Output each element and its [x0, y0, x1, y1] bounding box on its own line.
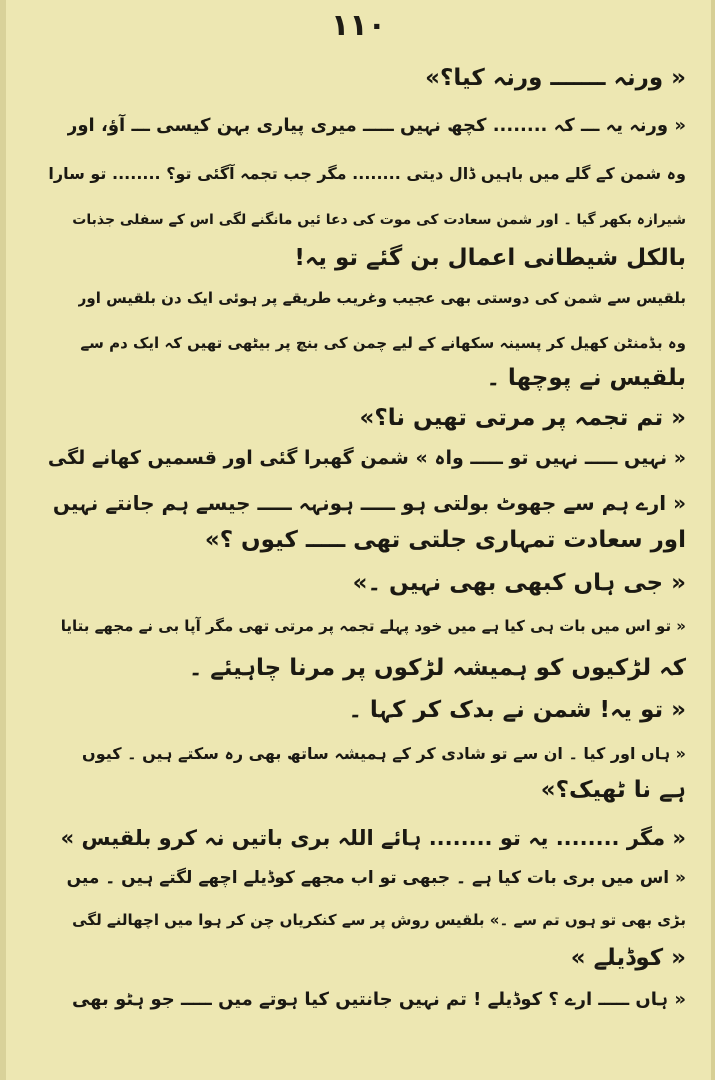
text-line: بڑی بھی تو ہوں تم سے ۔» بلقیس روش پر سے کنکریاں چن کر ہوا میں اچھالنے لگی — [72, 911, 686, 929]
text-line: « ہاں ـــــ ارے ؟ کوڈیلے ! تم نہیں جانتیں کیا ہوتے میں ـــــ جو ہٹو بھی — [71, 989, 686, 1010]
text-line: بالکل شیطانی اعمال بن گئے تو یہ! — [294, 245, 686, 271]
text-line: « تو یہ! شمن نے بدک کر کہا ۔ — [348, 697, 686, 723]
text-line: « مگر ........ یہ تو ........ ہائے اللہ بری باتیں نہ کرو بلقیس » — [60, 826, 686, 850]
text-line: « تو اس میں بات ہی کیا ہے میں خود پہلے تجمہ پر مرتی تھی مگر آپا بی نے مجھے بتایا — [60, 617, 686, 635]
text-line: « ورنہ ـــــــ ورنہ کیا؟» — [425, 65, 686, 91]
text-line: « کوڈیلے » — [570, 945, 686, 971]
text-line: بلقیس نے پوچھا ۔ — [486, 365, 686, 391]
text-line: « نہیں ـــــ نہیں تو ـــــ واہ » شمن گھبرا گئی اور قسمیں کھانے لگی — [47, 447, 686, 469]
text-line: اور سعادت تمہاری جلتی تھی ـــــ کیوں ؟» — [204, 527, 686, 553]
page-number: ۱۱۰ — [331, 8, 386, 43]
text-line: « ہاں اور کیا ۔ ان سے تو شادی کر کے ہمیشہ ساتھ بھی رہ سکتے ہیں ۔ کیوں — [82, 744, 686, 763]
text-line: « ارے ہم سے جھوٹ بولتی ہو ـــــ ہونہہ ـــــ جیسے ہم جانتے نہیں — [52, 491, 686, 515]
text-line: « ورنہ یہ ـــ کہ ........ کچھ نہیں ـــــ میری پیاری بہن کیسی ـــ آؤ، اور — [67, 115, 686, 136]
text-line: « اس میں بری بات کیا ہے ۔ جبھی تو اب مجھے کوڈیلے اچھے لگتے ہیں ۔ میں — [66, 868, 686, 888]
text-line: شیرازہ بکھر گیا ۔ اور شمن سعادت کی موت کی دعا ئیں مانگنے لگی اس کے سفلی جذبات — [72, 212, 686, 228]
text-line: « تم تجمہ پر مرتی تھیں نا؟» — [359, 405, 686, 431]
text-line: وہ بڈمنٹن کھیل کر پسینہ سکھانے کے لیے چمن کی بنچ پر بیٹھی تھیں کہ ایک دم سے — [80, 334, 686, 352]
text-line: ہے نا ٹھیک؟» — [540, 777, 686, 803]
text-line: « جی ہاں کبھی بھی نہیں ۔» — [352, 570, 686, 596]
text-line: بلقیس سے شمن کی دوستی بھی عجیب وغریب طریقے پر ہوئی ایک دن بلقیس اور — [77, 289, 686, 307]
text-line: کہ لڑکیوں کو ہمیشہ لڑکوں پر مرنا چاہیئے ۔ — [188, 655, 686, 681]
text-line: وہ شمن کے گلے میں باہیں ڈال دیتی ........ مگر جب تجمہ آگئی تو؟ ........ تو سارا — [48, 164, 686, 183]
